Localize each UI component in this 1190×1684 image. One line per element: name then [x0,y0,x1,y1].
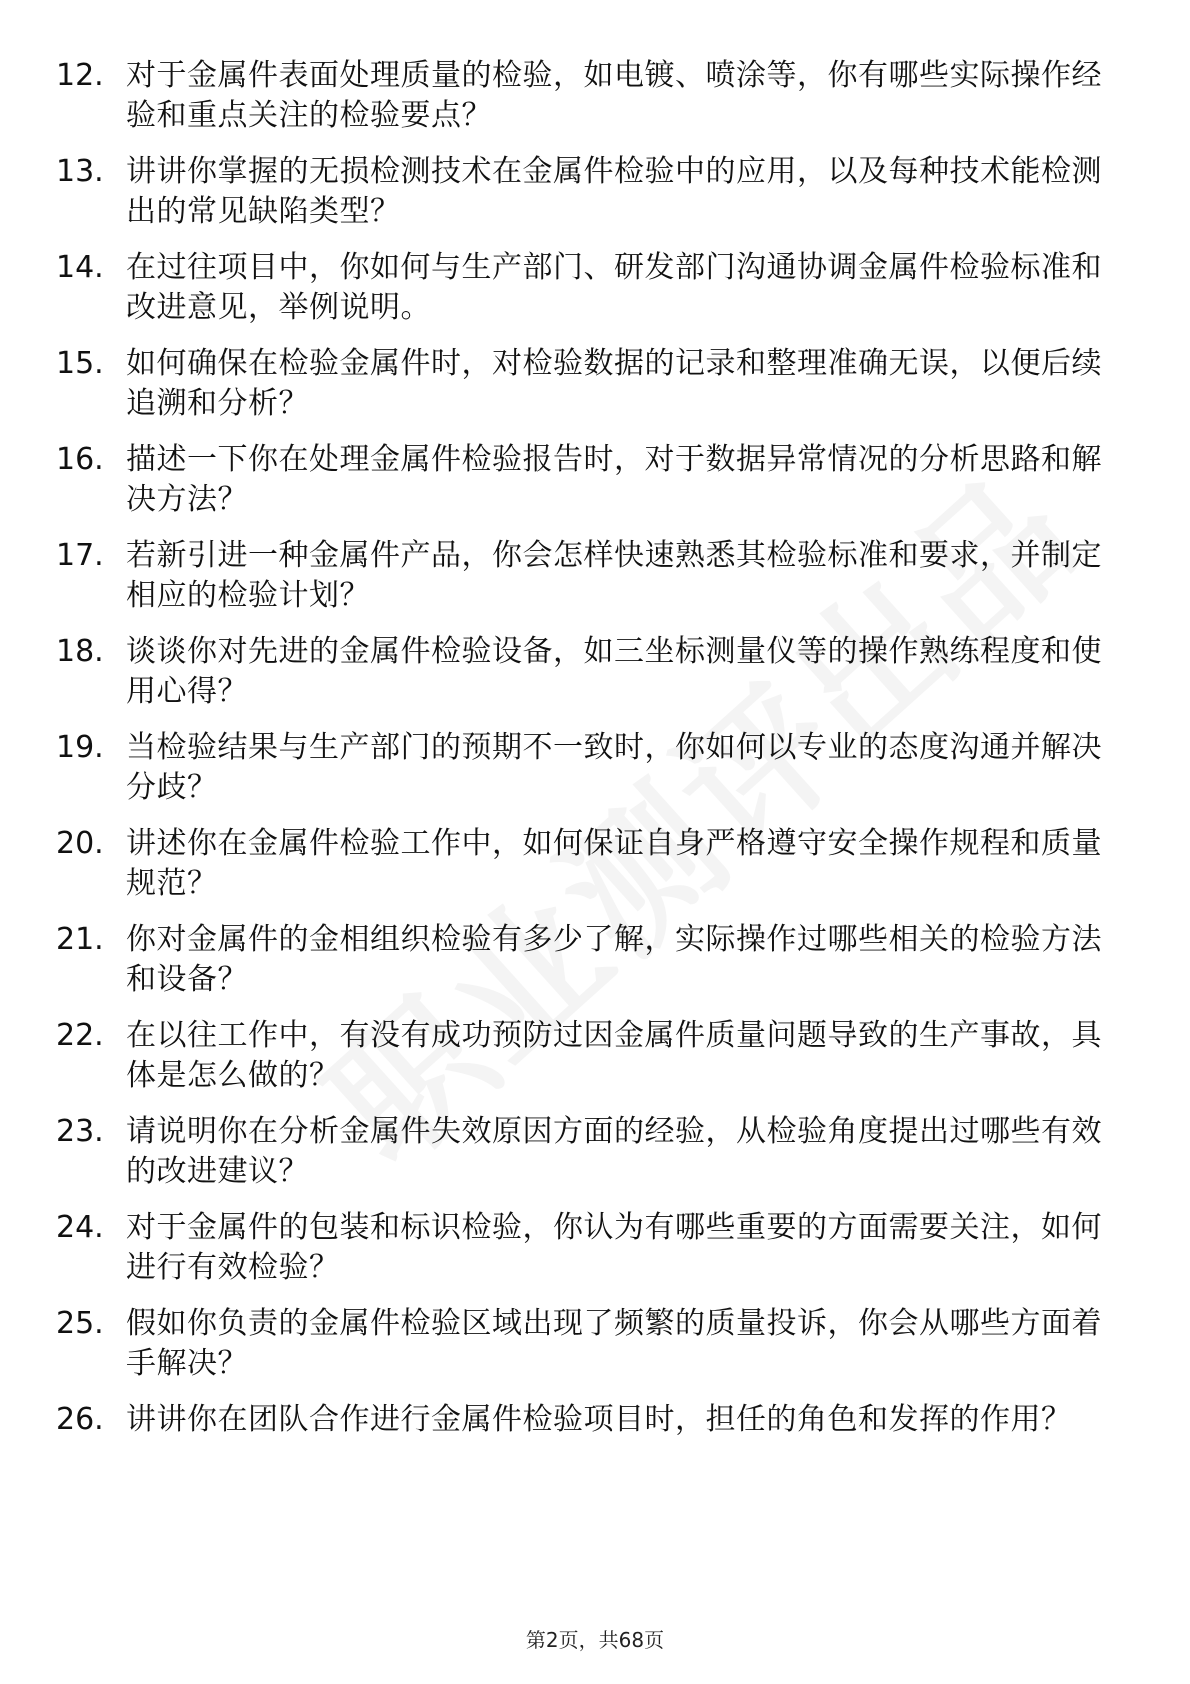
question-text: 如何确保在检验金属件时，对检验数据的记录和整理准确无误，以便后续追溯和分析？ [126,346,1102,421]
question-text: 描述一下你在处理金属件检验报告时，对于数据异常情况的分析思路和解决方法？ [126,442,1102,517]
question-text: 你对金属件的金相组织检验有多少了解，实际操作过哪些相关的检验方法和设备？ [126,922,1102,997]
question-item [56,152,1116,248]
question-number: 24. [56,1210,104,1245]
question-item [56,1400,1116,1496]
question-text: 在过往项目中，你如何与生产部门、研发部门沟通协调金属件检验标准和改进意见，举例说明。 [126,250,1102,325]
page-number-footer: 第2页，共68页 [525,1628,665,1652]
question-item [56,1208,1116,1304]
question-text: 讲述你在金属件检验工作中，如何保证自身严格遵守安全操作规程和质量规范？ [126,826,1102,901]
question-text: 对于金属件表面处理质量的检验，如电镀、喷涂等，你有哪些实际操作经验和重点关注的检验要点？ [126,58,1102,133]
question-number: 26. [56,1402,104,1437]
question-item [56,1016,1116,1112]
question-text: 对于金属件的包装和标识检验，你认为有哪些重要的方面需要关注，如何进行有效检验？ [126,1210,1102,1285]
question-text: 当检验结果与生产部门的预期不一致时，你如何以专业的态度沟通并解决分歧？ [126,730,1102,805]
question-number: 18. [56,634,104,669]
question-item [56,632,1116,728]
question-item [56,536,1116,632]
question-number: 25. [56,1306,104,1341]
question-item [56,824,1116,920]
question-text: 讲讲你掌握的无损检测技术在金属件检验中的应用，以及每种技术能检测出的常见缺陷类型？ [126,154,1102,229]
question-text: 讲讲你在团队合作进行金属件检验项目时，担任的角色和发挥的作用？ [126,1402,1072,1437]
question-item [56,440,1116,536]
question-number: 23. [56,1114,104,1149]
question-list [56,56,1116,1496]
question-text: 若新引进一种金属件产品，你会怎样快速熟悉其检验标准和要求，并制定相应的检验计划？ [126,538,1102,613]
question-item [56,1112,1116,1208]
question-item [56,344,1116,440]
question-number: 21. [56,922,104,957]
question-number: 17. [56,538,104,573]
question-item [56,248,1116,344]
question-number: 14. [56,250,104,285]
question-number: 12. [56,58,104,93]
question-text: 谈谈你对先进的金属件检验设备，如三坐标测量仪等的操作熟练程度和使用心得？ [126,634,1102,709]
question-number: 15. [56,346,104,381]
question-item [56,920,1116,1016]
question-number: 19. [56,730,104,765]
question-text: 假如你负责的金属件检验区域出现了频繁的质量投诉，你会从哪些方面着手解决？ [126,1306,1102,1381]
question-text: 在以往工作中，有没有成功预防过因金属件质量问题导致的生产事故，具体是怎么做的？ [126,1018,1102,1093]
question-number: 13. [56,154,104,189]
question-number: 22. [56,1018,104,1053]
question-item [56,1304,1116,1400]
question-text: 请说明你在分析金属件失效原因方面的经验，从检验角度提出过哪些有效的改进建议？ [126,1114,1102,1189]
question-number: 16. [56,442,104,477]
question-number: 20. [56,826,104,861]
question-item [56,728,1116,824]
question-item [56,56,1116,152]
